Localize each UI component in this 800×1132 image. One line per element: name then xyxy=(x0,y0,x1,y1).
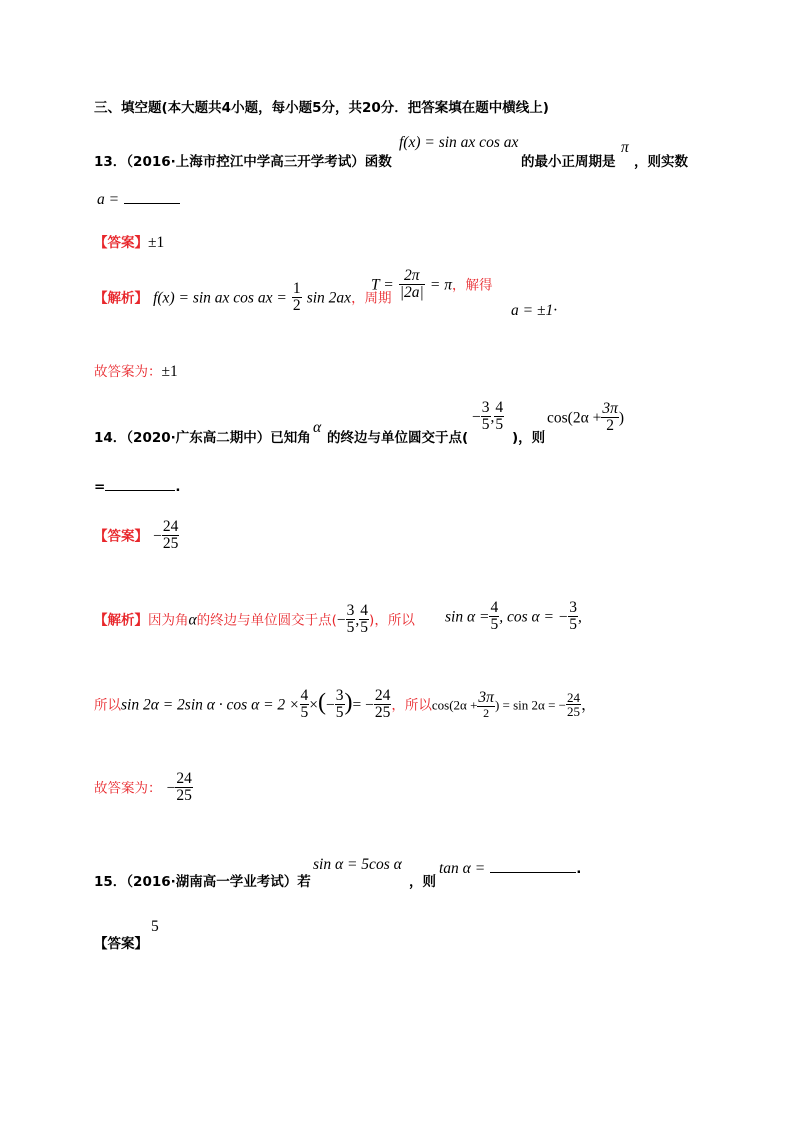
q13-half-fraction: $\frac{1}{2}$ xyxy=(292,280,301,315)
q13-analysis-lhs: f(x) = sin ax cos ax = xyxy=(153,289,287,307)
q13-var: a = xyxy=(97,191,120,208)
q14-conclusion-fraction: $\frac{24}{25}$ xyxy=(176,770,192,805)
q13-conclusion-label: 故答案为： xyxy=(94,364,162,380)
q14-blank xyxy=(105,478,175,491)
q14-point-x-fraction: $\frac{3}{5}$ xyxy=(481,399,490,434)
q15-answer-value: 5 xyxy=(151,918,159,935)
q14-cos-expr: cos(2α + $\frac{3\pi}{2}$ ) xyxy=(547,400,624,435)
q13-answer xyxy=(94,231,164,252)
q13-pi: π xyxy=(621,139,629,156)
q14-number: 14． xyxy=(94,430,127,446)
q13-solve-text: ，解得 xyxy=(452,277,493,294)
q13-analysis xyxy=(94,281,392,315)
q14-sin-fraction: $\frac{4}{5}$ xyxy=(490,599,499,634)
q14-blank-line: = . xyxy=(94,479,181,495)
q13-conclusion-value: ±1 xyxy=(161,363,178,380)
q14-analysis-point-x: $\frac{3}{5}$ xyxy=(346,602,355,637)
q13-stem-mid: 的最小正周期是 xyxy=(521,154,616,170)
q14-analysis: 【解析】因为角α的终边与单位圆交于点(− $\frac{3}{5}$ , $\frac{4}{5}$ )，所以 xyxy=(94,602,415,637)
q14-conclusion: 故答案为： − $\frac{24}{25}$ xyxy=(94,770,192,805)
q13-answer-value: ±1 xyxy=(148,234,165,251)
q14-cos-fraction: $\frac{3\pi}{2}$ xyxy=(602,400,618,435)
q13-period-formula: T = $\frac{2\pi}{|2a|}$ = π，解得 xyxy=(371,267,493,302)
q15-answer-label: 【答案】 xyxy=(94,936,148,952)
q13-source: （2016·上海市控江中学高三开学考试）函数 xyxy=(126,154,392,170)
q13-function-expr: f(x) = sin ax cos ax xyxy=(399,134,519,151)
q14-point-y-fraction: $\frac{4}{5}$ xyxy=(495,399,504,434)
q15-source: （2016·湖南高一学业考试）若 xyxy=(126,874,311,890)
q13-conclusion xyxy=(94,360,178,381)
q14-source: （2020·广东高二期中）已知角 xyxy=(126,430,311,446)
q14-alpha: α xyxy=(313,419,322,436)
q14-result-fraction: $\frac{24}{25}$ xyxy=(374,687,391,722)
q13-analysis-label: 【解析】 xyxy=(94,290,148,307)
q15-mid: ，则 xyxy=(409,874,436,890)
q14-cos-fraction-val: $\frac{3}{5}$ xyxy=(569,599,578,634)
q14-point: − $\frac{3}{5}$ , $\frac{4}{5}$ xyxy=(472,399,504,434)
q14-cos2a-fraction: $\frac{3\pi}{2}$ xyxy=(478,688,494,721)
q13-solve-result: a = ±1· xyxy=(511,302,558,319)
q13-answer-label: 【答案】 xyxy=(94,235,148,251)
q14-sin-cos-values: sin α = $\frac{4}{5}$ , cos α = − $\frac{3}{5}$ , xyxy=(445,599,582,634)
q14-answer-label: 【答案】 xyxy=(94,528,148,545)
q15-blank xyxy=(490,860,576,873)
q13-analysis-rhs: sin 2ax xyxy=(306,289,352,307)
q15-stem xyxy=(94,870,311,890)
q14-conclusion-label: 故答案为： xyxy=(94,780,162,797)
q14-analysis-line2: 所以sin 2α = 2sin α · cos α = 2 × $\frac{4}{5}$ ×(− $\frac{3}{5}$ )= − $\frac{24}{25}$ ，所以cos(2α + $\frac{3\pi}{2}$ ) = sin 2α = − $\frac{24}{25}$ ， xyxy=(94,687,597,722)
q14-stem-mid: 的终边与单位圆交于点( xyxy=(327,430,469,446)
q15-tan: tan α = . xyxy=(439,860,582,877)
q15-number: 15． xyxy=(94,874,127,890)
q13-period-text: ，周期 xyxy=(351,290,392,307)
q13-number: 13． xyxy=(94,154,127,170)
q13-answer-blank-line xyxy=(97,189,180,209)
q14-frac-4-5: $\frac{4}{5}$ xyxy=(300,687,309,722)
q14-answer: 【答案】 − $\frac{24}{25}$ xyxy=(94,518,179,553)
q14-after-point: )，则 xyxy=(512,430,546,446)
q13-stem-tail: ，则实数 xyxy=(634,154,688,170)
q13-stem xyxy=(94,150,392,170)
q14-final-fraction: $\frac{24}{25}$ xyxy=(567,689,580,720)
section-title: 三、填空题(本大题共4小题，每小题5分，共20分．把答案填在题中横线上) xyxy=(94,100,549,116)
q13-period-fraction: $\frac{2\pi}{|2a|}$ xyxy=(399,267,424,302)
q15-condition: sin α = 5cos α xyxy=(313,856,402,873)
q14-analysis-label: 【解析】 xyxy=(94,612,148,629)
q14-stem xyxy=(94,426,311,446)
q14-answer-fraction: $\frac{24}{25}$ xyxy=(162,518,179,553)
q15-answer xyxy=(94,932,148,952)
q14-frac-3-5: $\frac{3}{5}$ xyxy=(335,687,344,722)
q13-blank xyxy=(124,191,180,204)
q14-analysis-point-y: $\frac{4}{5}$ xyxy=(360,602,369,637)
